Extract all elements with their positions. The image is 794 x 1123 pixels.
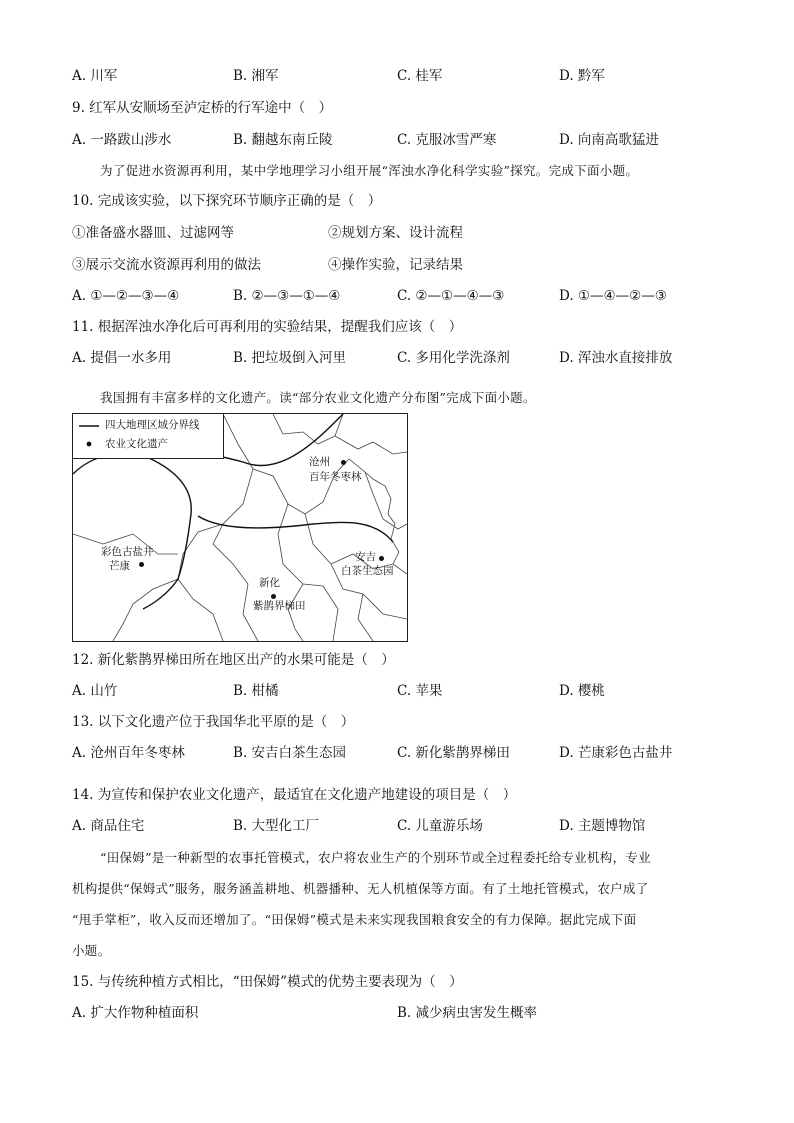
q13-option-c: C. 新化紫鹊界梯田 (397, 745, 510, 761)
q13-option-b: B. 安吉白茶生态园 (233, 745, 347, 761)
q10-option-b: B. ②—③—①—④ (233, 288, 341, 304)
site-mangkang-dot (139, 562, 144, 567)
intro-tianbaomu-line-2: 机构提供“保姆式”服务，服务涵盖耕地、机器播种、无人机植保等方面。有了土地托管模式，农户成了 (72, 881, 649, 896)
intro-tianbaomu-line-3: “甩手掌柜”，收入反而还增加了。“田保姆”模式是未来实现我国粮食安全的有力保障。据此完成下面 (72, 912, 637, 927)
q9-stem: 9. 红军从安顺场至泸定桥的行军途中（ ） (72, 100, 333, 116)
q9-option-b: B. 翻越东南丘陵 (233, 132, 333, 148)
q12-option-b: B. 柑橘 (233, 683, 279, 699)
q8-option-b: B. 湘军 (233, 68, 279, 84)
q12-option-c: C. 苹果 (397, 683, 443, 699)
q8-option-d: D. 黔军 (559, 68, 605, 84)
map-legend (73, 414, 224, 459)
q10-step-1: ①准备盛水器皿、过滤网等 (72, 225, 234, 241)
q9-option-d: D. 向南高歌猛进 (559, 132, 659, 148)
q9-option-a: A. 一路跋山涉水 (72, 132, 172, 148)
intro-water-experiment: 为了促进水资源再利用，某中学地理学习小组开展“浑浊水净化科学实验”探究。完成下面小题。 (100, 163, 639, 178)
intro-heritage-map: 我国拥有丰富多样的文化遗产。读“部分农业文化遗产分布图”完成下面小题。 (100, 390, 536, 405)
site-xinhua-label: 新化 (259, 577, 280, 589)
intro-tianbaomu-line-4: 小题。 (72, 943, 111, 958)
q12-option-d: D. 樱桃 (559, 683, 605, 699)
site-anji-label: 安吉 (355, 551, 376, 563)
q10-option-d: D. ①—④—②—③ (559, 288, 667, 304)
site-anji-dot (379, 556, 384, 561)
site-anji-name: 白茶生态园 (341, 565, 394, 577)
q8-option-a: A. 川军 (72, 68, 118, 84)
intro-tianbaomu-line-1: “田保姆”是一种新型的农事托管模式，农户将农业生产的个别环节或全过程委托给专业机构，专业 (100, 850, 651, 865)
q14-option-b: B. 大型化工厂 (233, 818, 320, 834)
site-cangzhou-dot (341, 460, 346, 465)
legend-symbols (73, 414, 103, 458)
site-mangkang-name: 彩色古盐井 (101, 546, 154, 558)
q14-stem: 14. 为宣传和保护农业文化遗产，最适宜在文化遗产地建设的项目是（ ） (72, 787, 517, 803)
q14-option-a: A. 商品住宅 (72, 818, 145, 834)
site-cangzhou-label: 沧州 (309, 456, 330, 468)
q11-stem: 11. 根据浑浊水净化后可再利用的实验结果，提醒我们应该（ ） (72, 319, 463, 335)
site-mangkang-label: 芒康 (109, 560, 130, 572)
q12-option-a: A. 山竹 (72, 683, 118, 699)
q14-option-d: D. 主题博物馆 (559, 818, 646, 834)
site-xinhua-dot (271, 594, 276, 599)
q15-option-a: A. 扩大作物种植面积 (72, 1005, 199, 1021)
q10-step-2: ②规划方案、设计流程 (328, 225, 463, 241)
legend-line-label: 四大地理区域分界线 (105, 419, 200, 431)
legend-dot-symbol (87, 442, 92, 447)
q10-step-3: ③展示交流水资源再利用的做法 (72, 257, 261, 273)
q11-option-a: A. 提倡一水多用 (72, 350, 172, 366)
q11-option-c: C. 多用化学洗涤剂 (397, 350, 510, 366)
q11-option-d: D. 浑浊水直接排放 (559, 350, 673, 366)
q15-stem: 15. 与传统种植方式相比，“田保姆”模式的优势主要表现为（ ） (72, 974, 463, 990)
q9-option-c: C. 克服冰雪严寒 (397, 132, 497, 148)
q10-option-c: C. ②—①—④—③ (397, 288, 505, 304)
q15-option-b: B. 减少病虫害发生概率 (397, 1005, 538, 1021)
q12-stem: 12. 新化紫鹊界梯田所在地区出产的水果可能是（ ） (72, 652, 395, 668)
q10-step-4: ④操作实验，记录结果 (328, 257, 463, 273)
q10-stem: 10. 完成该实验，以下探究环节顺序正确的是（ ） (72, 193, 382, 209)
heritage-distribution-map (72, 413, 408, 642)
q8-option-c: C. 桂军 (397, 68, 443, 84)
q14-option-c: C. 儿童游乐场 (397, 818, 483, 834)
legend-dot-label: 农业文化遗产 (105, 438, 168, 450)
q13-stem: 13. 以下文化遗产位于我国华北平原的是（ ） (72, 714, 355, 730)
q13-option-d: D. 芒康彩色古盐井 (559, 745, 673, 761)
q11-option-b: B. 把垃圾倒入河里 (233, 350, 347, 366)
site-cangzhou-name: 百年冬枣林 (309, 471, 362, 483)
site-xinhua-name: 紫鹊界梯田 (253, 600, 306, 612)
q13-option-a: A. 沧州百年冬枣林 (72, 745, 185, 761)
q10-option-a: A. ①—②—③—④ (72, 288, 180, 304)
